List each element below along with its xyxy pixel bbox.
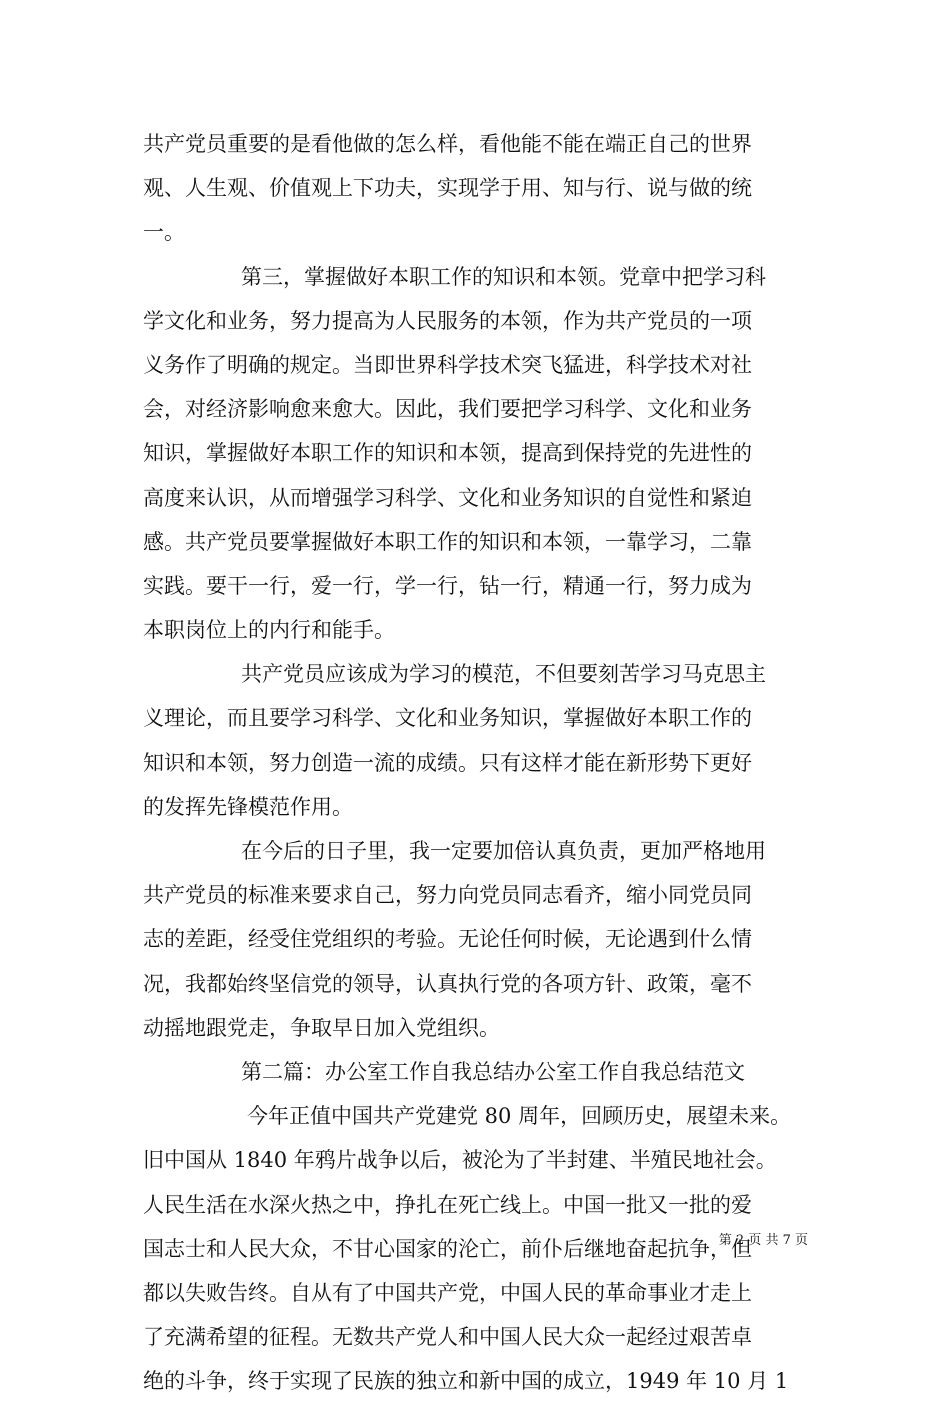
text-line: 感。共产党员要掌握做好本职工作的知识和本领，一靠学习，二靠: [143, 529, 752, 554]
text-line: 义理论，而且要学习科学、文化和业务知识，掌握做好本职工作的: [143, 706, 752, 731]
text-line: 本职岗位上的内行和能手。: [143, 618, 395, 643]
text-line: 况，我都始终坚信党的领导，认真执行党的各项方针、政策，毫不: [143, 971, 752, 996]
text-line: 旧中国从 1840 年鸦片战争以后，被沦为了半封建、半殖民地社会。: [143, 1148, 777, 1173]
text-line: 知识，掌握做好本职工作的知识和本领，提高到保持党的先进性的: [143, 441, 752, 466]
section-heading: [143, 1050, 815, 1094]
text-line: 第三，掌握做好本职工作的知识和本领。党章中把学习科: [241, 264, 766, 289]
text-line: 实践。要干一行，爱一行，学一行，钻一行，精通一行，努力成为: [143, 573, 752, 598]
page-number: 第 2 页 共 7 页: [718, 1233, 808, 1248]
text-line: 志的差距，经受住党组织的考验。无论任何时候，无论遇到什么情: [143, 927, 752, 952]
document-body: [143, 122, 815, 1403]
text-line: 观、人生观、价值观上下功夫，实现学于用、知与行、说与做的统: [143, 176, 752, 201]
text-line: 都以失败告终。自从有了中国共产党，中国人民的革命事业才走上: [143, 1280, 752, 1305]
text-line: 高度来认识，从而增强学习科学、文化和业务知识的自觉性和紧迫: [143, 485, 752, 510]
text-line: 第二篇：办公室工作自我总结办公室工作自我总结范文: [241, 1059, 745, 1084]
text-line: 人民生活在水深火热之中，挣扎在死亡线上。中国一批又一批的爱: [143, 1192, 752, 1217]
text-line: 的发挥先锋模范作用。: [143, 794, 353, 819]
text-line: 动摇地跟党走，争取早日加入党组织。: [143, 1015, 500, 1040]
text-line: 义务作了明确的规定。当即世界科学技术突飞猛进，科学技术对社: [143, 352, 752, 377]
text-line: 共产党员重要的是看他做的怎么样，看他能不能在端正自己的世界: [143, 132, 752, 156]
text-line: 了充满希望的征程。无数共产党人和中国人民大众一起经过艰苦卓: [143, 1325, 752, 1350]
paragraph: [143, 255, 815, 653]
text-line: 在今后的日子里，我一定要加倍认真负责，更加严格地用: [241, 839, 766, 863]
text-line: 一。: [143, 220, 185, 245]
paragraph: [143, 829, 815, 1050]
text-line: 学文化和业务，努力提高为人民服务的本领，作为共产党员的一项: [143, 308, 752, 333]
text-line: 国志士和人民大众，不甘心国家的沦亡，前仆后继地奋起抗争，但: [143, 1236, 752, 1261]
paragraph: [143, 122, 815, 255]
text-line: 共产党员应该成为学习的模范，不但要刻苦学习马克思主: [241, 662, 766, 687]
text-line: 知识和本领，努力创造一流的成绩。只有这样才能在新形势下更好: [143, 750, 752, 775]
text-line: 会，对经济影响愈来愈大。因此，我们要把学习科学、文化和业务: [143, 397, 752, 422]
paragraph: [143, 652, 815, 829]
text-line: 今年正值中国共产党建党 80 周年，回顾历史，展望未来。: [247, 1104, 792, 1129]
text-line: 绝的斗争，终于实现了民族的独立和新中国的成立，1949 年 10 月 1: [143, 1369, 789, 1394]
text-line: 共产党员的标准来要求自己，努力向党员同志看齐，缩小同党员同: [143, 883, 752, 908]
